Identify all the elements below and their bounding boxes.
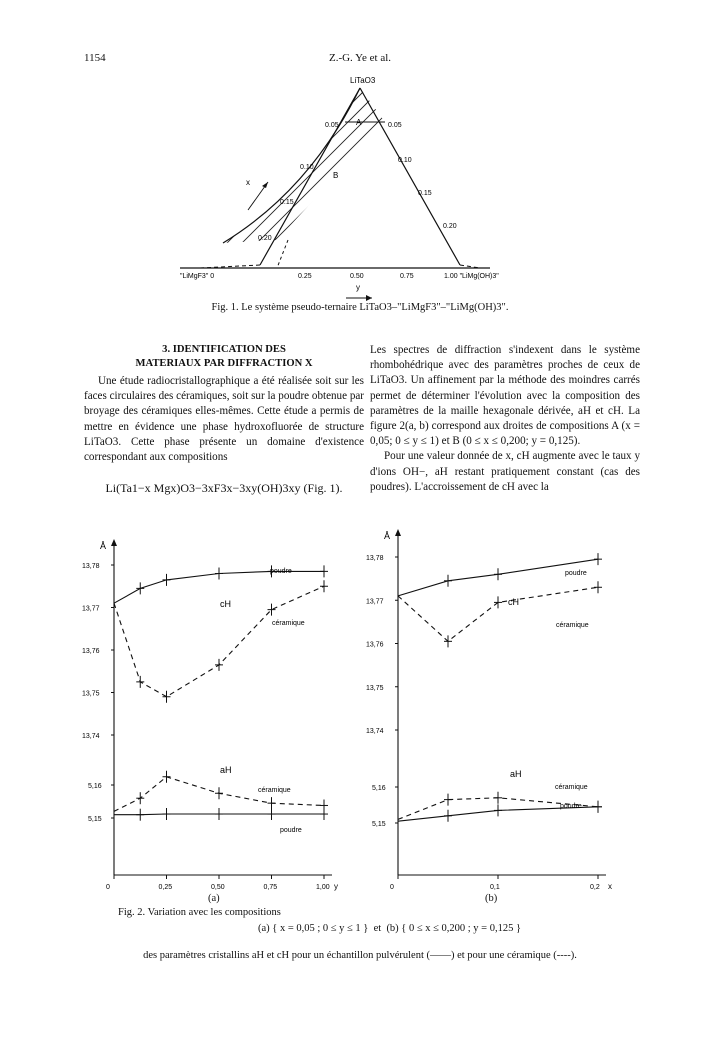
figure1-ternary-diagram	[160, 70, 520, 310]
section-title-line1: 3. IDENTIFICATION DES	[162, 344, 286, 355]
c-parameter-label: cH	[220, 599, 231, 609]
figure1-caption: Fig. 1. Le système pseudo-ternaire LiTaO3–"LiMgF3"–"LiMg(OH)3".	[211, 302, 509, 313]
x-tick-label: 0	[390, 884, 394, 891]
figure2-caption-line1: Fig. 2. Variation avec les compositions	[118, 907, 281, 918]
poudre-label-a: poudre	[280, 827, 302, 834]
c-parameter-label: cH	[508, 597, 519, 607]
a-parameter-label: aH	[510, 769, 522, 779]
region-b-label: B	[333, 171, 339, 180]
left-text-column	[84, 343, 364, 496]
a-tick-label: 5,16	[372, 785, 386, 792]
bottom-tick-025: 0.25	[298, 273, 312, 280]
left-tick-015: 0.15	[280, 199, 294, 206]
apex-label: LiTaO3	[350, 76, 376, 85]
right-paragraph-1: Les spectres de diffraction s'indexent dans le système rhombohédrique avec des paramètres proches de ceux de LiTaO3. Un affinement par la méthode des moindres carrés permet de déterminer l'évolution avec la composition des paramètres de la maille hexagonale dérivée, aH et cH. La figure 2(a, b) correspond aux droites de compositions A (x = 0,05; 0 ≤ y ≤ 1) et B (0 ≤ x ≤ 0,200; y = 0,125).	[370, 344, 640, 448]
figure2-caption-line3: des paramètres cristallins aH et cH pour un échantillon pulvérulent (——) et pour une céramique (----).	[143, 950, 577, 961]
a-tick-label: 5,16	[88, 783, 102, 790]
caption-condition-a: (a) { x = 0,05 ; 0 ≤ y ≤ 1 }	[258, 923, 369, 934]
a-parameter-label: aH	[220, 765, 232, 775]
unit-label: Å	[384, 531, 391, 541]
right-tick-005: 0.05	[388, 122, 402, 129]
unit-label: Å	[100, 541, 107, 551]
bottom-tick-075: 0.75	[400, 273, 414, 280]
running-authors: Z.-G. Ye et al.	[328, 52, 392, 64]
poudre-label-a: poudre	[560, 803, 582, 810]
x-tick-label: 0	[106, 884, 110, 891]
x-tick-label: 0,25	[158, 884, 173, 891]
figure2-caption-line2	[258, 923, 521, 934]
x-axis-variable: y	[334, 882, 338, 891]
ceramique-label-a: céramique	[555, 784, 588, 791]
x-tick-label: 0,50	[211, 884, 225, 891]
c-tick-label: 13,74	[82, 733, 100, 740]
right-tick-010: 0.10	[398, 157, 412, 164]
a-tick-label: 5,15	[372, 821, 386, 828]
x-tick-label: 0,75	[263, 884, 278, 891]
c-tick-label: 13,77	[82, 605, 100, 613]
domain-boundary	[223, 88, 360, 243]
y-axis-arrow	[111, 539, 117, 546]
c-tick-label: 13,75	[82, 690, 100, 698]
poudre-label-c: poudre	[270, 568, 292, 575]
x-tick-label: 1,00	[316, 884, 330, 891]
x-axis-variable: x	[608, 882, 612, 891]
c-tick-label: 13,76	[366, 641, 384, 649]
c-tick-label: 13,78	[366, 555, 384, 562]
left-tick-020: 0.20	[258, 235, 272, 242]
figure2-panel-b	[360, 525, 640, 895]
caption-condition-b: (b) { 0 ≤ x ≤ 0,200 ; y = 0,125 }	[386, 923, 521, 934]
series-line	[398, 587, 598, 641]
c-tick-label: 13,75	[366, 684, 384, 692]
composition-formula: Li(Ta1−x Mgx)O3−3xF3x−3xy(OH)3xy (Fig. 1).	[105, 481, 343, 496]
x-arrow-label: x	[246, 178, 250, 187]
section-title-line2: MATERIAUX PAR DIFFRACTION X	[135, 358, 313, 369]
c-tick-label: 13,74	[366, 728, 384, 735]
ceramique-label-a: céramique	[258, 787, 291, 794]
x-tick-label: 0,1	[490, 884, 500, 891]
caption-et: et	[373, 923, 382, 934]
region-a-label: A	[356, 118, 362, 127]
ceramique-label-c: céramique	[556, 622, 589, 629]
poudre-label-c: poudre	[565, 570, 587, 577]
line-b-dashed	[277, 240, 288, 268]
triangle-sides	[260, 88, 460, 265]
page-number: 1154	[84, 52, 106, 64]
panel-b-label: (b)	[485, 893, 498, 904]
series-line	[114, 586, 324, 697]
c-tick-label: 13,78	[82, 563, 100, 570]
a-tick-label: 5,15	[88, 816, 102, 823]
right-text-column	[370, 343, 640, 495]
x-arrow-head	[262, 182, 268, 188]
right-vertex-label: 1.00 "LiMg(OH)3"	[444, 273, 499, 280]
y-arrow-label: y	[356, 283, 360, 292]
y-arrow-head	[366, 295, 372, 301]
left-tick-010: 0.10	[300, 164, 314, 171]
section-paragraph: Une étude radiocristallographique a été réalisée soit sur les faces circulaires des céramiques, soit sur la poudre obtenue par broyage des céramiques elles-mêmes. Cette étude a permis de mettre en évidence une phase hydroxofluorée de structure LiTaO3. Cette phase présente un domaine d'existence correspondant aux compositions	[84, 375, 364, 464]
panel-a-label: (a)	[208, 893, 220, 904]
c-tick-label: 13,77	[366, 598, 384, 606]
right-tick-020: 0.20	[443, 223, 457, 230]
c-tick-label: 13,76	[82, 648, 100, 655]
right-paragraph-2: Pour une valeur donnée de x, cH augmente avec le taux y d'ions OH−, aH restant pratiquement constant (cas des poudres). L'accroissement de cH avec la	[370, 450, 640, 493]
right-tick-015: 0.15	[418, 190, 432, 197]
left-tick-005: 0.05	[325, 122, 339, 129]
bottom-tick-050: 0.50	[350, 273, 364, 280]
x-tick-label: 0,2	[590, 884, 600, 891]
left-vertex-label: "LiMgF3" 0	[180, 273, 215, 280]
y-axis-arrow	[395, 529, 401, 536]
figure2-panel-a	[80, 535, 350, 895]
ceramique-label-c: céramique	[272, 620, 305, 627]
